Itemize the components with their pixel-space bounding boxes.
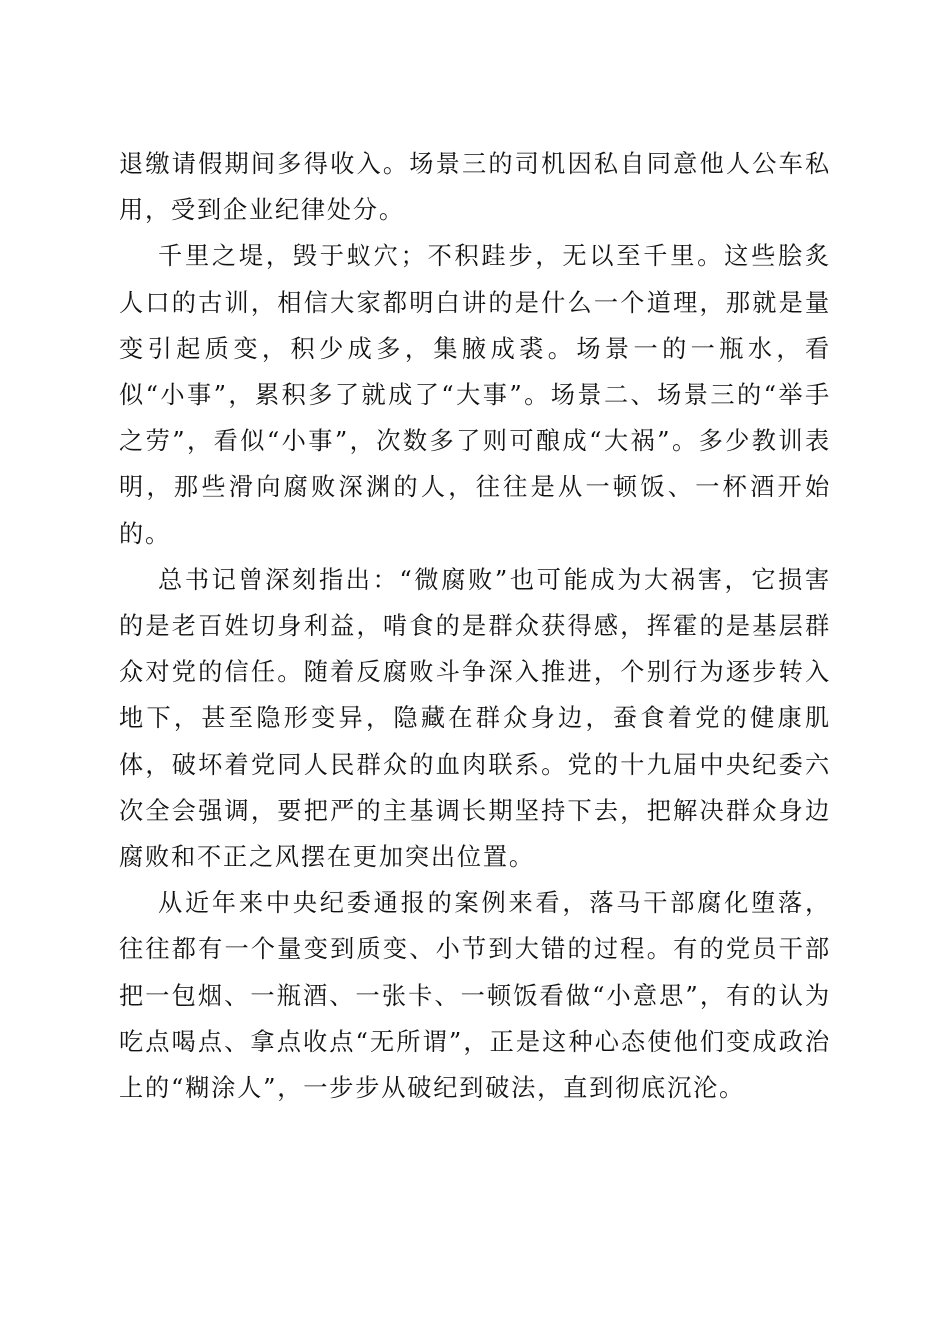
paragraph-case-reports: 从近年来中央纪委通报的案例来看，落马干部腐化堕落，往往都有一个量变到质变、小节到大错的过程。有的党员干部把一包烟、一瓶酒、一张卡、一顿饭看做“小意思”，有的认为吃点喝点、拿点收点“无所谓”，正是这种心态使他们变成政治上的“糊涂人”，一步步从破纪到破法，直到彻底沉沦。 <box>119 889 831 1103</box>
paragraph-proverb: 千里之堤，毁于蚁穴；不积跬步，无以至千里。这些脍炙人口的古训，相信大家都明白讲的是什么一个道理，那就是量变引起质变，积少成多，集腋成裘。场景一的一瓶水，看似“小事”，累积多了就成了“大事”。场景二、场景三的“举手之劳”，看似“小事”，次数多了则可酿成“大祸”。多少教训表明，那些滑向腐败深渊的人，往往是从一顿饭、一杯酒开始的。 <box>119 242 831 548</box>
paragraph-micro-corruption: 总书记曾深刻指出：“微腐败”也可能成为大祸害，它损害的是老百姓切身利益，啃食的是群众获得感，挥霍的是基层群众对党的信任。随着反腐败斗争深入推进，个别行为逐步转入地下，甚至隐形变异，隐藏在群众身边，蚕食着党的健康肌体，破坏着党同人民群众的血肉联系。党的十九届中央纪委六次全会强调，要把严的主基调长期坚持下去，把解决群众身边腐败和不正之风摆在更加突出位置。 <box>119 565 831 872</box>
paragraph-continuation: 退缴请假期间多得收入。场景三的司机因私自同意他人公车私用，受到企业纪律处分。 <box>119 150 831 225</box>
document-body <box>119 141 831 1111</box>
